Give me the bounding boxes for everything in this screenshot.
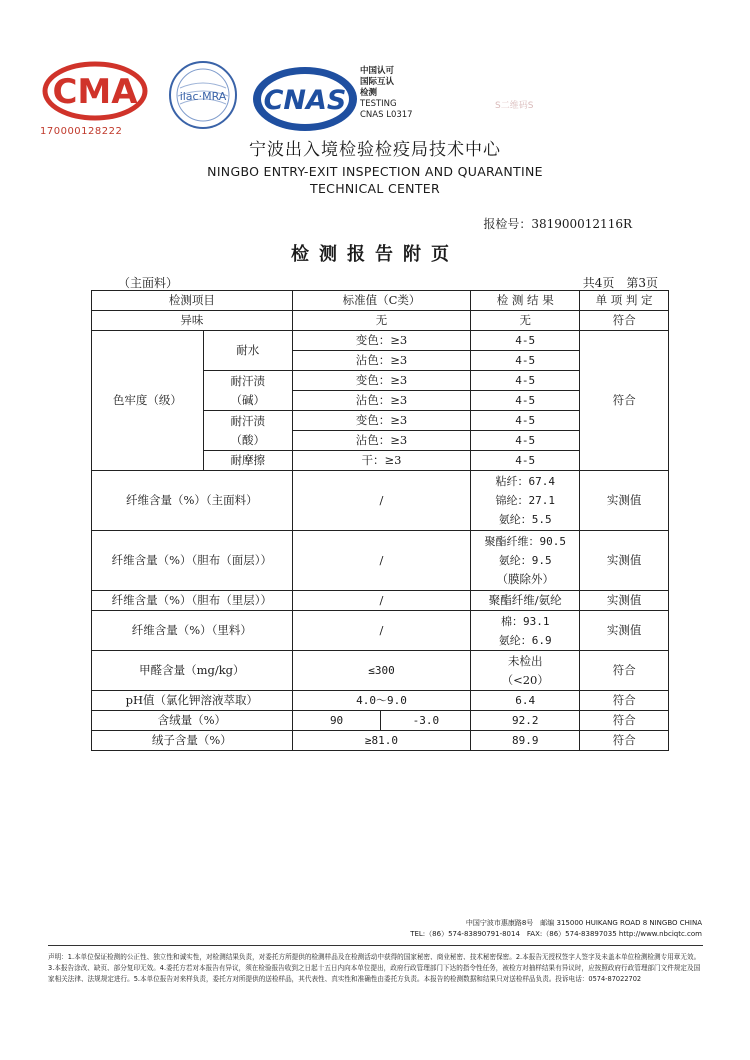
down-cluster-judgement: 符合 [580, 731, 669, 751]
down-content-item: 含绒量（%） [92, 711, 293, 731]
table-row [92, 691, 669, 711]
sweat-alkali-discolor: 变色：≥3 [292, 371, 471, 391]
page-info: 共4页 第3页 [582, 276, 658, 290]
colorfastness-judgement: 符合 [580, 331, 669, 471]
header-result: 检 测 结 果 [471, 291, 580, 311]
logo-row [40, 58, 600, 138]
down-content-result: 92.2 [471, 711, 580, 731]
fiber-lining-standard: / [292, 611, 471, 651]
sweat-acid-discolor: 变色：≥3 [292, 411, 471, 431]
sweat-alkali-label [203, 371, 292, 411]
cnas-accreditation-text [360, 66, 413, 121]
sweat-acid-label [203, 411, 292, 451]
cma-code: 170000128222 [40, 126, 123, 137]
footer-address: 中国宁波市惠康路8号 邮编 315000 HUIKANG ROAD 8 NINGBO CHINA [465, 919, 702, 927]
results-table [91, 290, 669, 751]
report-title: 检测报告附页 [291, 244, 459, 265]
organization-header [0, 135, 750, 196]
ph-result: 6.4 [471, 691, 580, 711]
fiber-lining-face-result-1: 聚酯纤维：90.5 [484, 535, 566, 548]
cnas-logo [250, 64, 360, 134]
fiber-lining-face-standard: / [292, 531, 471, 591]
table-row [92, 531, 669, 591]
down-cluster-result: 89.9 [471, 731, 580, 751]
fiber-main-result-2: 锦纶：27.1 [495, 494, 555, 507]
fiber-lining-inner-judgement: 实测值 [580, 591, 669, 611]
fiber-main-item: 纤维含量（%）（主面料） [92, 471, 293, 531]
fiber-lining-judgement: 实测值 [580, 611, 669, 651]
table-row [92, 611, 669, 651]
formaldehyde-result-2: （<20） [501, 672, 549, 687]
fiber-lining-inner-item: 纤维含量（%）（胆布（里层）） [92, 591, 293, 611]
table-row [92, 471, 669, 531]
footer-address-block [410, 918, 702, 940]
cnas-cn-line-2: 国际互认 [360, 77, 395, 87]
table-row [92, 711, 669, 731]
water-label: 耐水 [203, 331, 292, 371]
water-stain-result: 4-5 [471, 351, 580, 371]
formaldehyde-item: 甲醛含量（mg/kg） [92, 651, 293, 691]
fiber-lining-item: 纤维含量（%）（里料） [92, 611, 293, 651]
fiber-lining-result [471, 611, 580, 651]
fiber-lining-face-result-2: 氨纶：9.5 [498, 554, 552, 567]
odor-judgement: 符合 [580, 311, 669, 331]
disclaimer: 声明：1.本单位保证检测的公正性、独立性和诚实性，对检测结果负责，对委托方所提供的检测样品及在检测活动中获得的国家秘密、商业秘密、技术秘密保密。2.本报告无授权签字人签字及未盖本单位检测检测专用章无效。3.本报告涂改、缺页、部分复印无效。4.委托方若对本报告有异议，须在检验报告收到之日起十五日内向本单位提出，政府行政管理部门下达的指令性任务，被检方对抽样结果有异议时，应按照政府行政管理部门文件规定及国家相关法律、法规规定进行。5.本单位报告对来样负责，委托方对所提供的送检样品，其代表性、真实性和准确性由委托方负责。本报告的检测数据和结果只对送检样品负责。投诉电话：0574-87022702 [48, 953, 701, 983]
sweat-acid-line-1: 耐汗渍 [230, 413, 265, 428]
table-header-row [92, 291, 669, 311]
fiber-lining-face-judgement: 实测值 [580, 531, 669, 591]
down-content-judgement: 符合 [580, 711, 669, 731]
cma-logo [40, 58, 150, 133]
down-content-standard-a: 90 [292, 711, 381, 731]
sweat-acid-line-2: （酸） [230, 432, 265, 447]
cnas-cn-line-3: 检测 [360, 88, 378, 98]
sweat-acid-stain: 沾色：≥3 [292, 431, 471, 451]
rubbing-dry-result: 4-5 [471, 451, 580, 471]
fiber-lining-face-result [471, 531, 580, 591]
water-discolor-result: 4-5 [471, 331, 580, 351]
footer-contact: TEL:（86）574-83890791-8014 FAX:（86）574-83897035 http://www.nbciqtc.com [410, 930, 702, 938]
down-cluster-item: 绒子含量（%） [92, 731, 293, 751]
table-row [92, 591, 669, 611]
table-row [92, 651, 669, 691]
fiber-lining-face-result-3: （膜除外） [496, 572, 554, 586]
fiber-lining-inner-standard: / [292, 591, 471, 611]
cnas-cn-line-1: 中国认可 [360, 66, 395, 76]
fiber-lining-result-1: 棉：93.1 [500, 614, 550, 628]
ph-standard: 4.0～9.0 [292, 691, 471, 711]
section-label: （主面料） [118, 276, 179, 290]
table-row [92, 731, 669, 751]
ilac-mra-logo [168, 60, 238, 130]
fiber-lining-inner-result: 聚酯纤维/氨纶 [471, 591, 580, 611]
cnas-number: CNAS L0317 [360, 110, 413, 120]
colorfastness-label: 色牢度（级） [92, 331, 204, 471]
fiber-main-standard: / [292, 471, 471, 531]
sweat-acid-stain-result: 4-5 [471, 431, 580, 451]
formaldehyde-result [471, 651, 580, 691]
sweat-alkali-discolor-result: 4-5 [471, 371, 580, 391]
svg-text:CMA: CMA [52, 72, 138, 112]
fiber-main-judgement: 实测值 [580, 471, 669, 531]
header-item: 检测项目 [92, 291, 293, 311]
org-name-en-2: TECHNICAL CENTER [310, 181, 440, 196]
org-name-cn: 宁波出入境检验检疫局技术中心 [249, 140, 501, 160]
sweat-alkali-stain: 沾色：≥3 [292, 391, 471, 411]
odor-result: 无 [471, 311, 580, 331]
faint-mark: S二维码S [495, 101, 534, 111]
fiber-lining-face-item: 纤维含量（%）（胆布（面层）） [92, 531, 293, 591]
fiber-main-result-1: 粘纤：67.4 [495, 475, 555, 488]
fiber-main-result-3: 氨纶：5.5 [498, 513, 552, 526]
table-row [92, 331, 669, 351]
rubbing-label: 耐摩擦 [203, 451, 292, 471]
sweat-alkali-line-1: 耐汗渍 [230, 373, 265, 388]
ph-item: pH值（氯化钾溶液萃取） [92, 691, 293, 711]
formaldehyde-result-1: 未检出 [507, 653, 543, 668]
svg-text:CNAS: CNAS [263, 85, 347, 116]
fiber-lining-result-2: 氨纶：6.9 [498, 633, 552, 647]
rubbing-dry: 干：≥3 [292, 451, 471, 471]
org-name-en-1: NINGBO ENTRY-EXIT INSPECTION AND QUARANTINE [207, 164, 543, 179]
odor-standard: 无 [292, 311, 471, 331]
fiber-main-result [471, 471, 580, 531]
odor-item: 异味 [92, 311, 293, 331]
water-discolor: 变色：≥3 [292, 331, 471, 351]
down-content-standard-b: -3.0 [381, 711, 471, 731]
header-judgement: 单 项 判 定 [580, 291, 669, 311]
water-stain: 沾色：≥3 [292, 351, 471, 371]
table-row [92, 311, 669, 331]
ph-judgement: 符合 [580, 691, 669, 711]
footer-divider [48, 945, 703, 946]
formaldehyde-judgement: 符合 [580, 651, 669, 691]
sweat-acid-discolor-result: 4-5 [471, 411, 580, 431]
sweat-alkali-line-2: （碱） [230, 392, 265, 407]
cnas-en-line: TESTING [360, 99, 397, 109]
svg-text:ilac·MRA: ilac·MRA [179, 90, 227, 103]
report-number: 报检号：381900012116R [483, 217, 632, 231]
header-standard: 标准值（C类） [292, 291, 471, 311]
down-cluster-standard: ≥81.0 [292, 731, 471, 751]
sweat-alkali-stain-result: 4-5 [471, 391, 580, 411]
formaldehyde-standard: ≤300 [292, 651, 471, 691]
